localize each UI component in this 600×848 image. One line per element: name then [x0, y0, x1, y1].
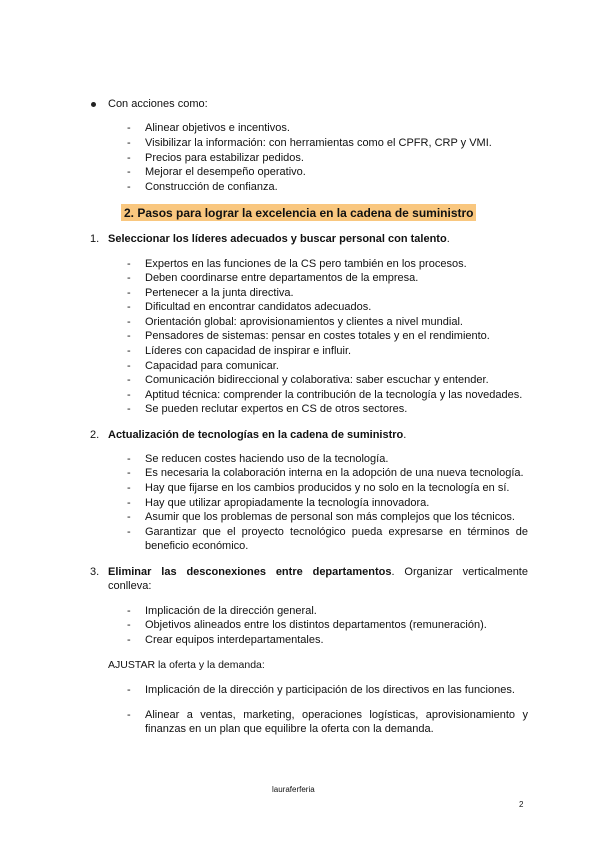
step3-title-line [108, 565, 528, 593]
bullet-dot [91, 102, 96, 107]
intro-item: Alinear objetivos e incentivos. [145, 122, 290, 134]
step3-title-rest: . Organizar verticalmente conlleva: [108, 566, 528, 592]
step1-item: Comunicación bidireccional y colaborativa: saber escuchar y entender. [145, 374, 489, 386]
step1-item: Pertenecer a la junta directiva. [145, 287, 294, 299]
step1-item: Líderes con capacidad de inspirar e influir. [145, 345, 352, 357]
step3-item: Crear equipos interdepartamentales. [145, 634, 324, 646]
intro-item: Precios para estabilizar pedidos. [145, 152, 304, 164]
intro-item: Construcción de confianza. [145, 181, 278, 193]
step1-item: Deben coordinarse entre departamentos de la empresa. [145, 272, 419, 284]
step1-item: Capacidad para comunicar. [145, 360, 279, 372]
step2-title-end: . [403, 429, 407, 441]
dash-marker: - [127, 634, 131, 646]
dash-marker: - [127, 330, 131, 342]
step2-item: Se reducen costes haciendo uso de la tecnología. [145, 453, 389, 465]
dash-marker: - [127, 684, 131, 696]
step2-item: Asumir que los problemas de personal son más complejos que los técnicos. [145, 511, 515, 523]
step2-title: Actualización de tecnologías en la cadena de suministro [108, 429, 404, 441]
step-number: 2. [90, 429, 100, 441]
dash-marker: - [127, 389, 131, 401]
step1-item: Aptitud técnica: comprender la contribución de la tecnología y las novedades. [145, 389, 523, 401]
dash-marker: - [127, 181, 131, 193]
intro-item: Mejorar el desempeño operativo. [145, 166, 306, 178]
dash-marker: - [127, 605, 131, 617]
section-heading: 2. Pasos para lograr la excelencia en la cadena de suministro [124, 206, 474, 220]
dash-marker: - [127, 316, 131, 328]
page-number: 2 [519, 800, 524, 809]
step2-item: Hay que utilizar apropiadamente la tecnología innovadora. [145, 497, 430, 509]
dash-marker: - [127, 467, 131, 479]
dash-marker: - [127, 360, 131, 372]
adjust-item: Alinear a ventas, marketing, operaciones logísticas, aprovisionamiento y finanzas en un plan que equilibre la oferta con la demanda. [145, 709, 528, 735]
dash-marker: - [127, 619, 131, 631]
dash-marker: - [127, 258, 131, 270]
step-number: 3. [90, 566, 100, 578]
dash-marker: - [127, 526, 131, 538]
intro-item: Visibilizar la información: con herramientas como el CPFR, CRP y VMI. [145, 137, 492, 149]
dash-marker: - [127, 152, 131, 164]
dash-marker: - [127, 403, 131, 415]
dash-marker: - [127, 122, 131, 134]
dash-marker: - [127, 482, 131, 494]
step1-item: Dificultad en encontrar candidatos adecuados. [145, 301, 372, 313]
step1-title-end: . [446, 233, 450, 245]
step1-item: Pensadores de sistemas: pensar en costes totales y en el rendimiento. [145, 330, 490, 342]
dash-marker: - [127, 497, 131, 509]
dash-marker: - [127, 511, 131, 523]
footer-author: lauraferferia [272, 785, 315, 794]
adjust-lead: AJUSTAR la oferta y la demanda: [108, 659, 265, 671]
step2-item: Hay que fijarse en los cambios producidos y no solo en la tecnología en sí. [145, 482, 510, 494]
dash-marker: - [127, 166, 131, 178]
step3-title: Eliminar las desconexiones entre departamentos [108, 566, 392, 578]
step-number: 1. [90, 233, 100, 245]
step2-title-line [108, 428, 406, 442]
dash-marker: - [127, 137, 131, 149]
dash-marker: - [127, 374, 131, 386]
step1-item: Expertos en las funciones de la CS pero también en los procesos. [145, 258, 467, 270]
dash-marker: - [127, 345, 131, 357]
dash-marker: - [127, 272, 131, 284]
dash-marker: - [127, 709, 131, 721]
step3-item: Objetivos alineados entre los distintos departamentos (remuneración). [145, 619, 487, 631]
dash-marker: - [127, 301, 131, 313]
step1-item: Se pueden reclutar expertos en CS de otros sectores. [145, 403, 408, 415]
step1-title-line [108, 232, 450, 246]
dash-marker: - [127, 287, 131, 299]
step1-title: Seleccionar los líderes adecuados y buscar personal con talento [108, 233, 447, 245]
step1-item: Orientación global: aprovisionamientos y clientes a nivel mundial. [145, 316, 463, 328]
step3-item: Implicación de la dirección general. [145, 605, 317, 617]
step2-item: Es necesaria la colaboración interna en la adopción de una nueva tecnología. [145, 467, 524, 479]
step2-item: Garantizar que el proyecto tecnológico pueda expresarse en términos de beneficio económico. [145, 526, 528, 552]
intro-lead: Con acciones como: [108, 98, 208, 110]
adjust-item: Implicación de la dirección y participación de los directivos en las funciones. [145, 684, 515, 696]
dash-marker: - [127, 453, 131, 465]
